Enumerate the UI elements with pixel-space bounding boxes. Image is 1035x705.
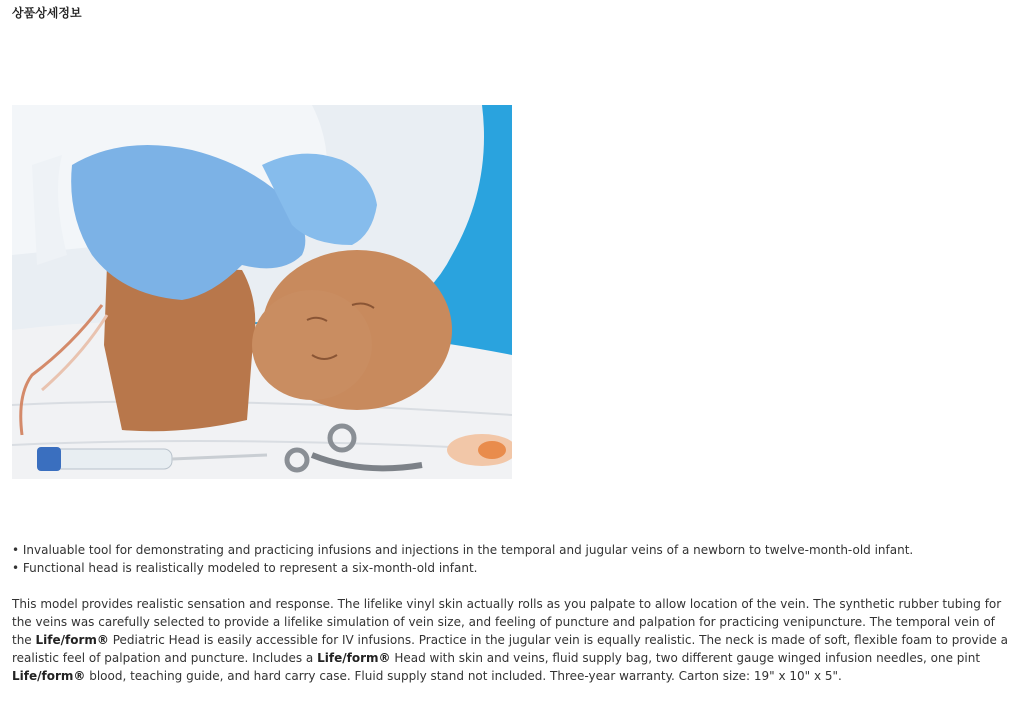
brand-name: Life/form® xyxy=(317,651,391,665)
desc-text: Head with skin and veins, fluid supply bag, two different gauge winged infusion needles, one pint xyxy=(390,651,981,665)
desc-text: This model provides realistic sensation and response. The lifelike vinyl skin actually rolls as you palpate to allow location of the vein. The synthetic rubber tubing for the veins was carefully selected to provide a lifelike simulation of vein size, and feeling of puncture and palpation for practicing venipuncture. The temporal vein of the xyxy=(12,597,1002,647)
description-paragraph xyxy=(12,595,1012,685)
feature-item: • Functional head is realistically modeled to represent a six-month-old infant. xyxy=(12,561,478,575)
desc-text: Pediatric Head is easily accessible for IV infusions. Practice in the jugular vein is equally realistic. The neck is made of soft, flexible foam to provide a realistic feel of palpation and puncture. Includes a xyxy=(12,633,1009,665)
feature-list xyxy=(12,541,1017,577)
product-description xyxy=(12,541,1017,685)
brand-name: Life/form® xyxy=(35,633,109,647)
brand-name: Life/form® xyxy=(12,669,86,683)
feature-item: • Invaluable tool for demonstrating and practicing infusions and injections in the temporal and jugular veins of a newborn to twelve-month-old infant. xyxy=(12,543,914,557)
product-image xyxy=(12,105,512,479)
desc-text: blood, teaching guide, and hard carry case. Fluid supply stand not included. Three-year warranty. Carton size: 19" x 10" x 5". xyxy=(85,669,842,683)
page-title: 상품상세정보 xyxy=(12,6,82,20)
